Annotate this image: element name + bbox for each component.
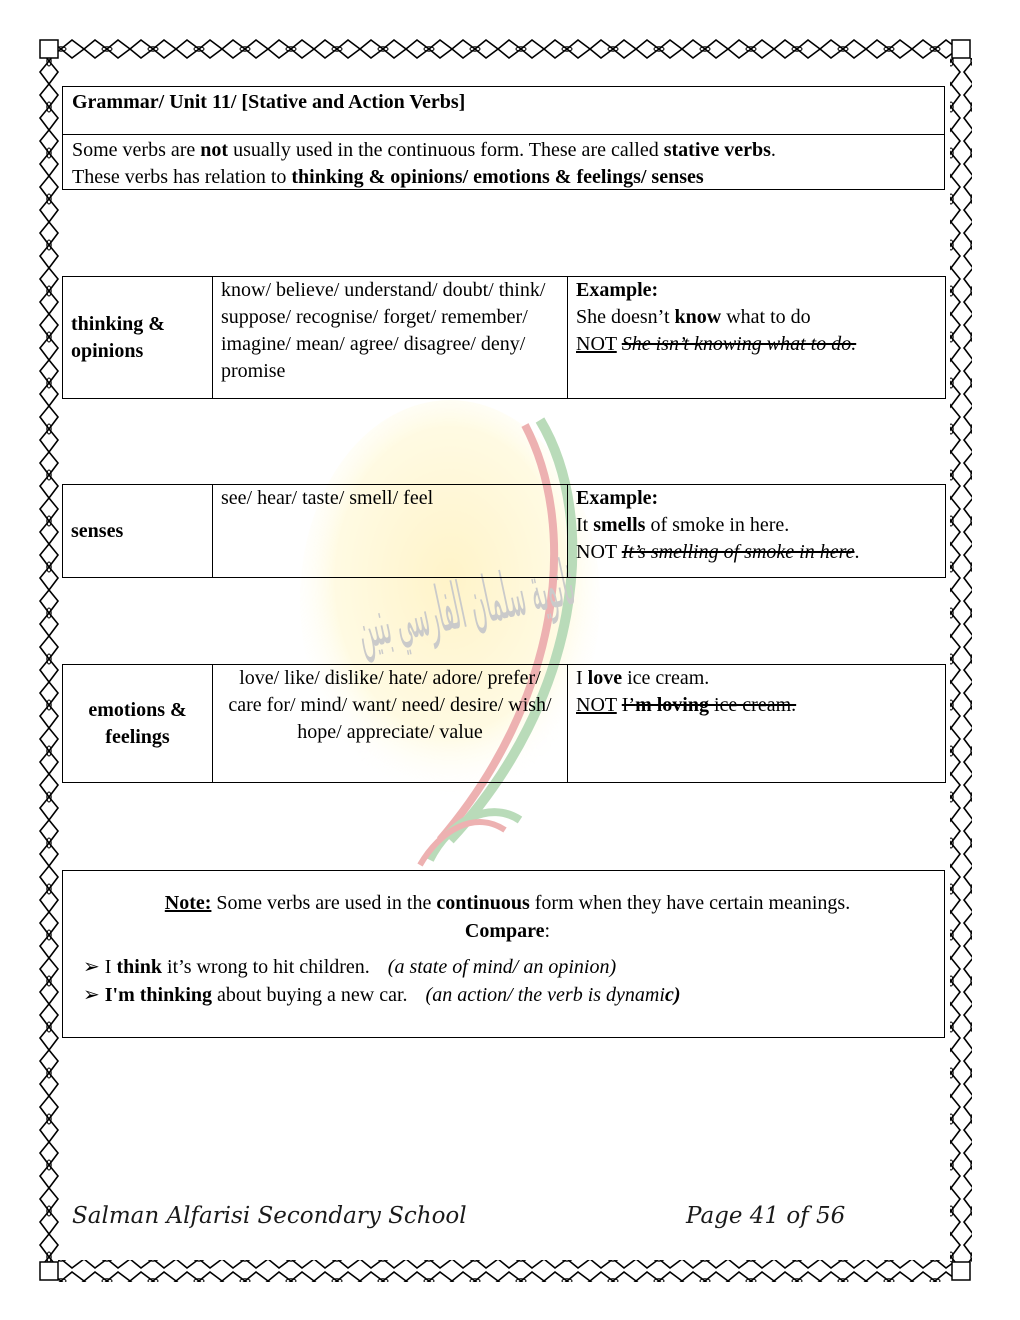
category-thinking-opinions: thinking & opinions (63, 277, 213, 399)
compare-label: Compare: (464, 920, 551, 942)
intro-box (62, 86, 945, 190)
note-box (62, 870, 945, 1038)
verb-list: know/ believe/ understand/ doubt/ think/ suppose/ recognise/ forget/ remember/ imagine/ mean/ agree/ disagree/ deny/ promise (213, 277, 568, 399)
footer-school-name: Salman Alfarisi Secondary School (72, 1203, 467, 1229)
note-text: Note: Some verbs are used in the continuous form when they have certain meanings. (164, 892, 851, 914)
example-cell: Example: It smells of smoke in here. NOT It’s smelling of smoke in here. (568, 485, 946, 578)
example-cell: I love ice cream. NOT I’m loving ice cream. (568, 665, 946, 783)
verb-table-senses (62, 484, 946, 578)
arrow-bullet-icon: ➢ (83, 984, 100, 1006)
list-item: ➢ I think it’s wrong to hit children. (a state of mind/ an opinion) (83, 956, 617, 978)
category-senses: senses (63, 485, 213, 578)
verb-list: see/ hear/ taste/ smell/ feel (213, 485, 568, 578)
verb-table-emotions (62, 664, 946, 783)
category-emotions-feelings: emotions & feelings (63, 665, 213, 783)
verb-table-thinking (62, 276, 946, 399)
intro-text: Some verbs are not usually used in the continuous form. These are called stative verbs. These verbs has relation to thinking & opinions/ emotions & feelings/ senses (72, 139, 776, 188)
school-logo-watermark (300, 400, 600, 880)
list-item: ➢ I'm thinking about buying a new car. (an action/ the verb is dynamic) (83, 984, 681, 1006)
verb-list: love/ like/ dislike/ hate/ adore/ prefer/ care for/ mind/ want/ need/ desire/ wish/ hope/ appreciate/ value (213, 665, 568, 783)
example-cell: Example: She doesn’t know what to do NOT She isn’t knowing what to do. (568, 277, 946, 399)
note-bullets (83, 953, 932, 1009)
footer-page-number: Page 41 of 56 (686, 1203, 846, 1229)
arrow-bullet-icon: ➢ (83, 956, 100, 978)
page-title: Grammar/ Unit 11/ [Stative and Action Verbs] (63, 87, 944, 135)
